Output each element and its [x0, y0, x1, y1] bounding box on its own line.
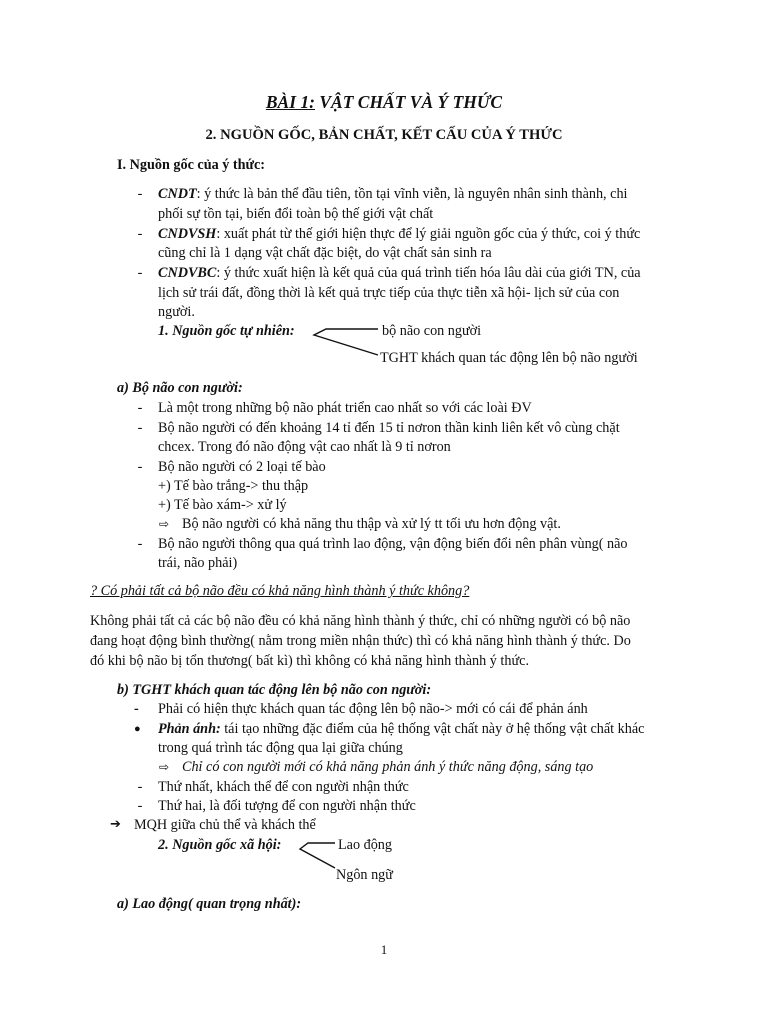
tght-point: Thứ nhất, khách thể để con người nhận thức: [158, 779, 409, 795]
dash-bullet: -: [137, 459, 143, 475]
origin-natural-label: 1. Nguồn gốc tự nhiên:: [158, 323, 295, 339]
dash-bullet: -: [137, 186, 143, 202]
dash-bullet: -: [137, 400, 143, 416]
origin-social-label: 2. Nguồn gốc xã hội:: [158, 837, 282, 853]
brain-point: Bộ não người thông qua quá trình lao động, vận động biến đổi nên phân vùng( não: [158, 536, 628, 552]
arrow-icon: ⇨: [159, 760, 170, 774]
tght-conclusion: MQH giữa chủ thể và khách thể: [134, 817, 316, 833]
branch-line-natural: [314, 329, 378, 355]
dash-bullet: -: [137, 536, 143, 552]
title-rest: VẬT CHẤT VÀ Ý THỨC: [314, 92, 503, 112]
branch-labor: Lao động: [338, 837, 392, 853]
term: CNDVSH: [158, 226, 217, 242]
dash-bullet: -: [137, 798, 143, 814]
view-text-cont: lịch sử trái đất, đồng thời là kết quả trực tiếp của thực tiễn xã hội- lịch sử của con: [158, 285, 620, 301]
page-number: 1: [380, 942, 388, 957]
dash-bullet: -: [137, 265, 143, 281]
branch-language: Ngôn ngữ: [336, 867, 393, 883]
brain-subpoint: +) Tế bào xám-> xử lý: [158, 497, 287, 513]
page-subtitle: 2. NGUỒN GỐC, BẢN CHẤT, KẾT CẤU CỦA Ý THỨC: [205, 127, 563, 143]
dot-bullet: ●: [134, 723, 141, 735]
brain-subpoint: +) Tế bào trắng-> thu thập: [158, 478, 309, 494]
dash-bullet: -: [137, 779, 143, 795]
brain-point: Bộ não người có 2 loại tế bào: [158, 459, 326, 475]
brain-point: Là một trong những bộ não phát triển cao nhất so với các loài ĐV: [158, 400, 532, 416]
bold-dash-bullet: -: [134, 701, 139, 717]
subsection-a-heading: a) Bộ não con người:: [117, 380, 243, 396]
bold-arrow-icon: ➔: [110, 817, 121, 832]
branch-tght: TGHT khách quan tác động lên bộ não người: [380, 350, 638, 366]
answer-line: Không phải tất cả các bộ não đều có khả năng hình thành ý thức, chỉ có những người có bộ não: [90, 613, 631, 629]
brain-point-cont: chcex. Trong đó não động vật cao nhất là 9 tỉ nơron: [158, 439, 451, 455]
term: CNDT: [158, 186, 197, 202]
tght-point: Thứ hai, là đối tượng để con người nhận thức: [158, 798, 416, 814]
dash-bullet: -: [137, 420, 143, 436]
answer-line: đang hoạt động bình thường( nằm trong miền nhận thức) thì có khả năng hình thành ý thức. Do: [90, 633, 631, 649]
view-text-cont: người.: [158, 304, 195, 320]
tght-point: Phải có hiện thực khách quan tác động lên bộ não-> mới có cái để phản ánh: [158, 701, 588, 717]
branch-line-social: [300, 843, 335, 868]
term: Phản ánh:: [158, 721, 221, 737]
branch-brain: bộ não con người: [382, 323, 482, 339]
brain-point: Bộ não người có đến khoảng 14 tỉ đến 15 tỉ nơron thần kinh liên kết vô cùng chặt: [158, 420, 620, 436]
section-heading: I. Nguồn gốc của ý thức:: [117, 157, 266, 173]
tght-reflection-cont: trong quá trình tác động qua lại giữa chúng: [158, 740, 403, 756]
brain-point-cont: trái, não phải): [158, 555, 238, 571]
reflection-text: tái tạo những đặc điểm của hệ thống vật chất này ở hệ thống vật chất khác: [220, 721, 645, 737]
subsection-a2-heading: a) Lao động( quan trọng nhất):: [117, 896, 302, 912]
title-prefix: BÀI 1:: [265, 92, 315, 112]
question-line: ? Có phải tất cả bộ não đều có khả năng hình thành ý thức không?: [90, 583, 470, 599]
tght-reflection: [158, 719, 644, 739]
subsection-b-heading: b) TGHT khách quan tác động lên bộ não con người:: [117, 682, 432, 698]
brain-conclusion: Bộ não người có khả năng thu thập và xử lý tt tối ưu hơn động vật.: [182, 516, 561, 532]
tght-subconclusion: Chỉ có con người mới có khả năng phản ánh ý thức năng động, sáng tạo: [182, 759, 594, 775]
view-text-cont: phối sự tồn tại, biến đổi toàn bộ thế giới vật chất: [158, 206, 434, 222]
view-text: : ý thức xuất hiện là kết quả của quá trình tiến hóa lâu dài của giới TN, của: [216, 265, 641, 281]
dash-bullet: -: [137, 226, 143, 242]
term: CNDVBC: [158, 265, 217, 281]
view-text-cont: cũng chỉ là 1 dạng vật chất đặc biệt, do vật chất sản sinh ra: [158, 245, 492, 261]
view-text: : ý thức là bản thể đầu tiên, tồn tại vĩnh viễn, là nguyên nhân sinh thành, chi: [196, 186, 628, 202]
view-text: : xuất phát từ thế giới hiện thực để lý giải nguồn gốc của ý thức, coi ý thức: [216, 226, 641, 242]
answer-line: đó khi bộ não bị tổn thương( bất kì) thì không có khả năng hình thành ý thức.: [90, 653, 529, 669]
arrow-icon: ⇨: [159, 517, 170, 531]
